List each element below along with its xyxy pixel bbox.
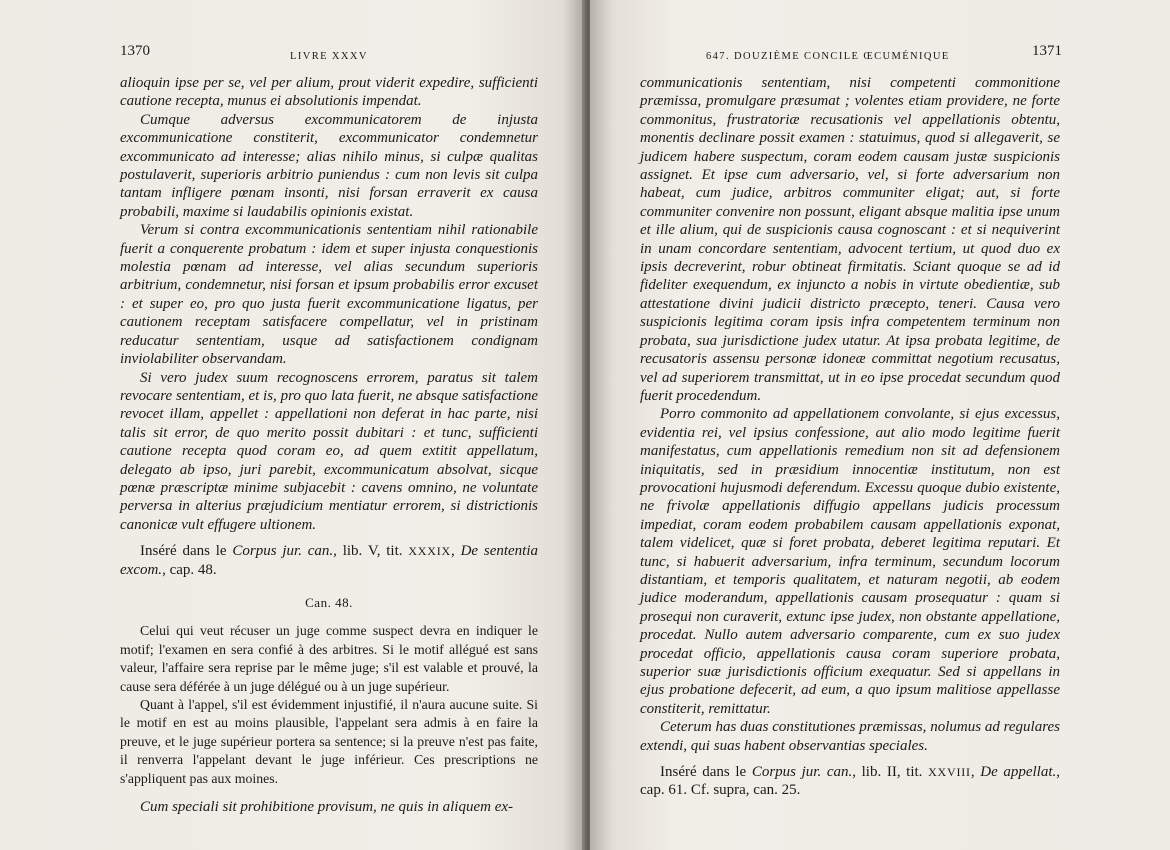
french-paragraph: Celui qui veut récuser un juge comme suspect devra en indiquer le motif; l'examen en sera confié à des arbitres. Si le motif allégué est sans valeur, l'affaire sera reprise par le même juge; s'il est valable et prouvé, la cause sera déférée à un juge délégué ou à un juge supérieur. <box>120 623 538 694</box>
latin-paragraph: Cum speciali sit prohibitione provisum, ne quis in aliquem ex- <box>140 799 514 816</box>
left-text-block <box>120 74 538 816</box>
left-page-number: 1370 <box>120 43 150 59</box>
right-page <box>590 0 1170 850</box>
french-paragraph: Quant à l'appel, s'il est évidemment injustifié, il n'aura aucune suite. Si le motif en est au moins plausible, l'appelant sera admis à en faire la preuve, et le juge supérieur portera sa sentence; si la preuve n'est pas faite, il renverra l'appelant devant le juge inférieur. Ces prescriptions ne s'appliquent pas aux moines. <box>120 697 538 786</box>
insere-note: Inséré dans le Corpus jur. can., lib. V, tit. XXXIX, De sententia excom., cap. 48. <box>120 543 539 578</box>
right-text-block <box>640 74 1060 800</box>
latin-paragraph: Porro commonito ad appellationem convolante, si ejus excessus, evidentia rei, vel ipsius confessione, aut alio modo legitime fuerit manifestatus, cum appellationis remedium non sit ad defensionem iniquitatis, sed in præsidium innocentiæ institutum, non est provocationi hujusmodi deferendum. Excessu quoque dubio existente, ne frivolæ appellationis diffugio appellans judicis processum impediat, coram eodem probabilem causam appellationis exponat, talem videlicet, quæ si foret probata, deberet legitima reputari. Et tunc, si habuerit adversarium, infra terminum, secundum locorum distantiam, et temporis qualitatem, et naturam negotii, ab eodem judice moderandum, appellationis causam prosequatur : quam si prosequi non curaverit, extunc ipse judex, non obstante appellatione, procedat. Nullo autem adversario comparente, cum ex suo judex procedat officio, appellationis causa coram superiore probata, superior suæ jurisdictionis officium exequatur. Sed si appellans in ejus probatione defecerit, ad eum, a quo ipsum malitiose appellasse constiterit, remittatur. <box>640 406 1060 717</box>
insere-note: Inséré dans le Corpus jur. can., lib. II, tit. XXVIII, De appellat., cap. 61. Cf. supra, can. 25. <box>640 764 1061 799</box>
right-running-head: 647. DOUZIÈME CONCILE ŒCUMÉNIQUE <box>706 51 950 62</box>
left-running-head: LIVRE XXXV <box>290 51 368 62</box>
right-page-number: 1371 <box>1032 43 1062 59</box>
latin-paragraph: Verum si contra excommunicationis sententiam nihil rationabile fuerit a conquerente probatum : idem et super injusta conquestionis molestia pœnam ad interesse, vel alias secundum superioris arbitrium, condemnetur, nisi forsan et ipsum probabilis error excuset : et super eo, pro quo justa fuerit excommunicatione ligatus, per cautionem receptam satisfacere compellatur, vel in pristinam reducatur sententiam, usque ad satisfactionem condignam inviolabiliter observandam. <box>120 222 538 368</box>
latin-paragraph: Cumque adversus excommunicatorem de injusta excommunicatione constiterit, excommunicator condemnetur excommunicato ad interesse; alias nihilo minus, si culpæ qualitas postulaverit, superioris arbitrio puniendus : cum non levis sit culpa tantam infligere pœnam insonti, nisi forsan erraverit ex causa probabili, maxime si laudabilis opinionis existat. <box>120 111 538 220</box>
canon-heading: Can. 48. <box>305 594 353 610</box>
latin-paragraph: communicationis sententiam, nisi competenti commonitione præmissa, promulgare præsumat ; volentes etiam providere, ne forte commonitus, frustratoriæ recusationis vel appellationis obtentu, monentis declinare possit examen : statuimus, quod si allegaverit, se judicem habere suspectum, coram eodem causam justæ suspicionis assignet. Et ipse cum adversario, vel, si forte adversarium non habeat, cum judice, arbitros communiter eligat; aut, si forte communiter convenire non possunt, eligant absque malitia ipse unum et ille alium, qui de suspicionis causa cognoscant : et si nequiverint in unam concordare sententiam, advocent tertium, ut quod duo ex ipsis decreverint, robur obtineat firmitatis. Sciant quoque se ad id fideliter exequendum, ex injuncto a nobis in virtute obedientiæ, sub attestatione divini judicii districto præcepto, teneri. Causa vero suspicionis legitima coram ipsis infra competentem terminum non probata, sua jurisdictione judex utatur. At ipsa probata legitime, de recusatoris assensu personæ idoneæ committat negotium recusatus, vel ad superiorem transmittat, ut in eo ipse procedat secundum quod fuerit procedendum. <box>640 75 1060 404</box>
latin-paragraph: Si vero judex suum recognoscens errorem, paratus sit talem revocare sententiam, et is, pro quo lata fuerit, ne absque satisfactione revocet illam, appellet : appellationi non deferat in hac parte, nisi talis sit error, de quo merito possit dubitari : et tunc, sufficienti cautione recepta quod coram eo, ad quem extitit appellatum, delegato ab ipso, juri parebit, excommunicatum absolvat, sicque pœnæ præscriptæ minime subjacebit : cavens omnino, ne voluntate perversa in alterius præjudicium mentiatur errorem, si districtionis canonicæ vult effugere ultionem. <box>120 369 538 533</box>
latin-paragraph: Ceterum has duas constitutiones præmissas, nolumus ad regulares extendi, qui suas habent observantias speciales. <box>640 719 1060 754</box>
latin-paragraph: alioquin ipse per se, vel per alium, prout viderit expedire, sufficienti cautione recepta, munus ei absolutionis impendat. <box>120 75 538 110</box>
